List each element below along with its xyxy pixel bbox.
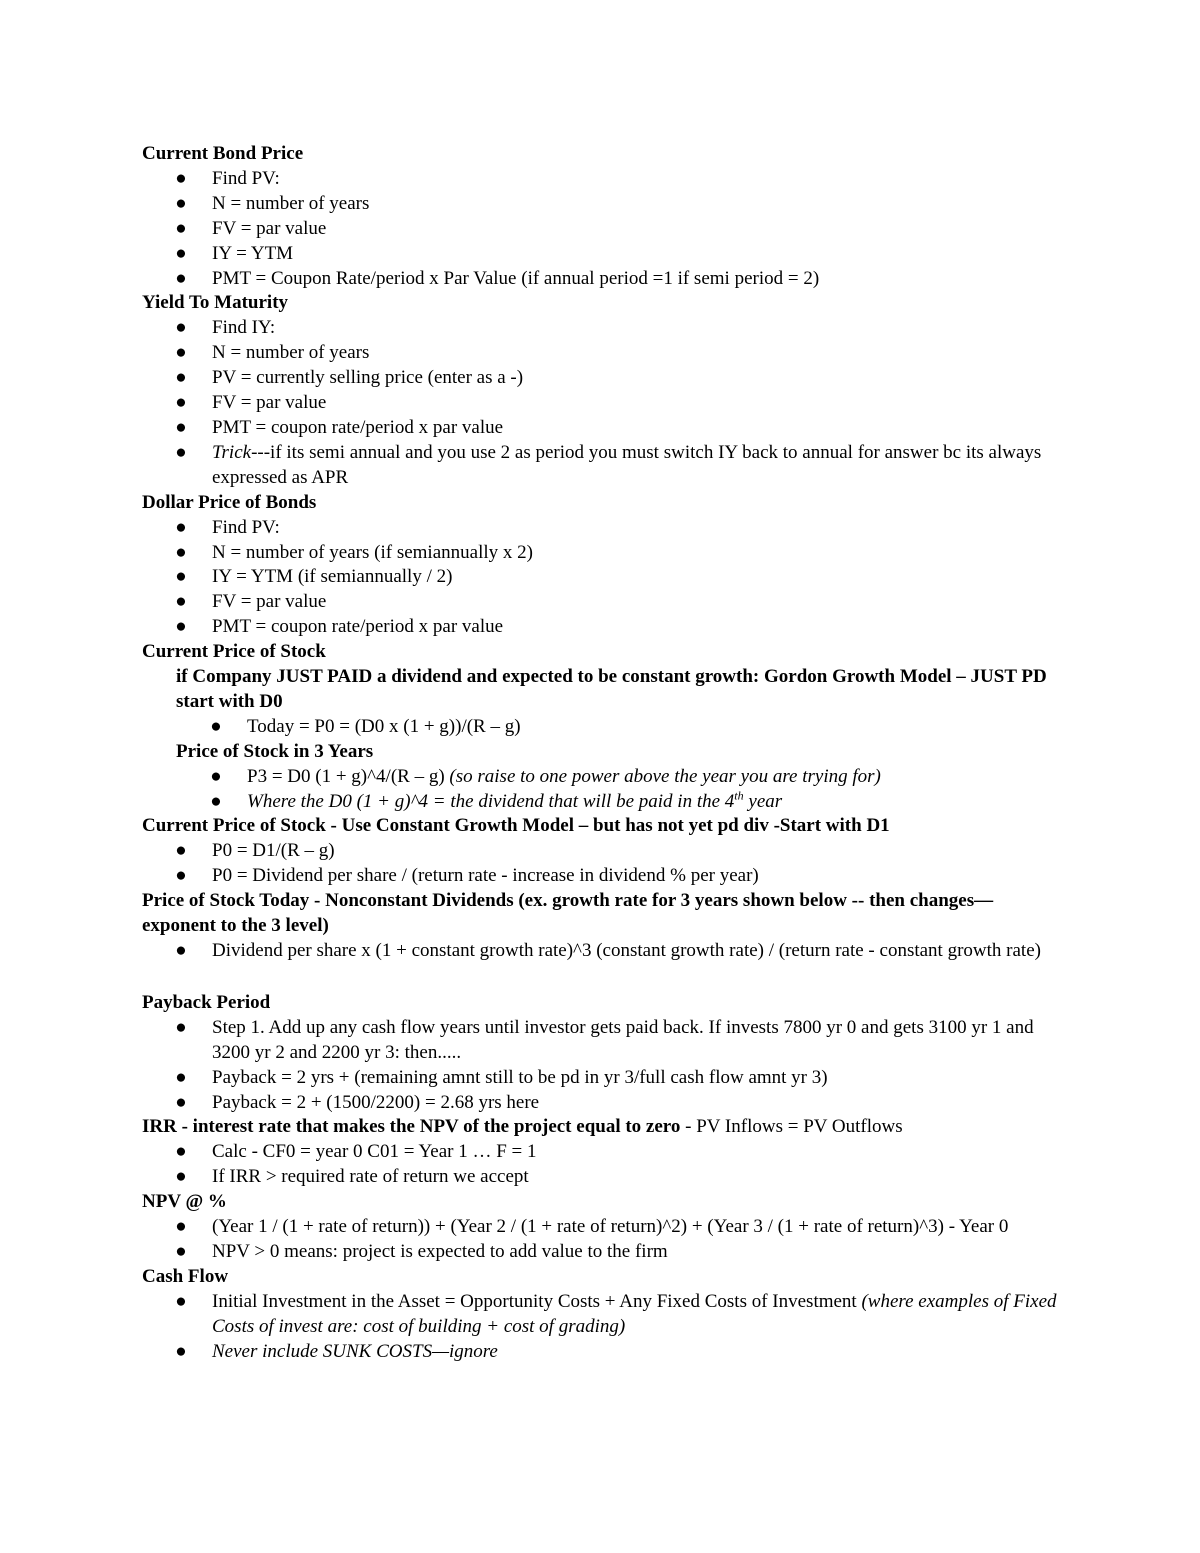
section-heading-irr: IRR - interest rate that makes the NPV of the project equal to zero - PV Inflows = PV Outflows — [142, 1116, 903, 1138]
section-heading-ytm: Yield To Maturity — [142, 292, 289, 314]
dollar-price-list — [142, 516, 1062, 641]
bullet-icon: ● — [175, 192, 187, 214]
list-item: ● FV = par value — [142, 590, 1062, 615]
list-item: ● FV = par value — [142, 391, 1062, 416]
bullet-icon: ● — [175, 1016, 187, 1038]
blank-line — [142, 964, 1062, 991]
bullet-icon: ● — [175, 616, 187, 638]
bullet-icon: ● — [175, 342, 187, 364]
bullet-icon: ● — [175, 1066, 187, 1088]
bullet-icon: ● — [175, 516, 187, 538]
nonconstant-list — [142, 939, 1062, 964]
bullet-icon: ● — [175, 865, 187, 887]
bullet-icon: ● — [175, 367, 187, 389]
list-item: ● Payback = 2 + (1500/2200) = 2.68 yrs here — [142, 1091, 1062, 1116]
list-item: ● PMT = coupon rate/period x par value — [142, 416, 1062, 441]
trick-label: Trick — [212, 441, 252, 463]
list-item: ● IY = YTM — [142, 242, 1062, 267]
list-item: ● Never include SUNK COSTS—ignore — [142, 1340, 1062, 1365]
bullet-icon: ● — [175, 1290, 187, 1312]
list-item: ● Calc - CF0 = year 0 C01 = Year 1 … F = 1 — [142, 1140, 1062, 1165]
list-item: ● P0 = Dividend per share / (return rate - increase in dividend % per year) — [142, 864, 1062, 889]
price-3-years-list — [142, 765, 1062, 815]
bullet-icon: ● — [175, 1141, 187, 1163]
payback-list — [142, 1016, 1062, 1116]
section-heading-dollar-price: Dollar Price of Bonds — [142, 491, 317, 513]
bullet-icon: ● — [175, 267, 187, 289]
list-item-trick: ● Trick---if its semi annual and you use 2 as period you must switch IY back to annual for answer bc its always expressed as APR — [175, 441, 1042, 488]
section-heading-payback: Payback Period — [142, 991, 271, 1013]
list-item: ● P0 = D1/(R – g) — [142, 839, 1062, 864]
bullet-icon: ● — [175, 940, 187, 961]
list-item: ● Find IY: — [142, 316, 1062, 341]
bullet-icon: ● — [210, 715, 222, 737]
constant-growth-list — [142, 839, 1062, 889]
list-item: ● N = number of years — [142, 192, 1062, 217]
bullet-icon: ● — [175, 566, 187, 588]
bullet-icon: ● — [175, 591, 187, 613]
list-item: ● PV = currently selling price (enter as a -) — [142, 366, 1062, 391]
bullet-icon: ● — [175, 416, 187, 438]
bullet-icon: ● — [175, 217, 187, 239]
list-item: ● Where the D0 (1 + g)^4 = the dividend that will be paid in the 4th year — [142, 790, 1062, 815]
list-item: ● Initial Investment in the Asset = Opportunity Costs + Any Fixed Costs of Investment (where examples of Fixed Costs of invest are: cost of building + cost of grading) — [175, 1290, 1057, 1337]
list-item: ● N = number of years — [142, 341, 1062, 366]
list-item: ● NPV > 0 means: project is expected to add value to the firm — [142, 1240, 1062, 1265]
bullet-icon: ● — [175, 1166, 187, 1188]
bullet-icon: ● — [175, 317, 187, 339]
bullet-icon: ● — [210, 790, 222, 812]
gordon-growth-list — [142, 715, 1062, 740]
list-item: ● IY = YTM (if semiannually / 2) — [142, 565, 1062, 590]
sub-heading-price-3-years: Price of Stock in 3 Years — [176, 740, 374, 762]
list-item: ● Payback = 2 yrs + (remaining amnt still to be pd in yr 3/full cash flow amnt yr 3) — [142, 1066, 1062, 1091]
list-item: ● N = number of years (if semiannually x 2) — [142, 541, 1062, 566]
list-item: ● Step 1. Add up any cash flow years until investor gets paid back. If invests 7800 yr 0 and gets 3100 yr 1 and 3200 yr 2 and 2200 yr 3: then..... — [175, 1016, 1034, 1063]
sub-heading-gordon-growth: if Company JUST PAID a dividend and expected to be constant growth: Gordon Growth Model – JUST PD start with D0 — [176, 666, 1047, 712]
bullet-icon: ● — [175, 242, 187, 264]
list-item: ● If IRR > required rate of return we accept — [142, 1165, 1062, 1190]
list-item: ● (Year 1 / (1 + rate of return)) + (Year 2 / (1 + rate of return)^2) + (Year 3 / (1 + rate of return)^3) - Year 0 — [142, 1215, 1062, 1240]
list-item: ● FV = par value — [142, 217, 1062, 242]
irr-list — [142, 1140, 1062, 1190]
bullet-icon: ● — [175, 1216, 187, 1238]
bullet-icon: ● — [175, 392, 187, 414]
bullet-icon: ● — [210, 765, 222, 787]
ytm-list — [142, 316, 1062, 490]
npv-list — [142, 1215, 1062, 1265]
cash-flow-list — [142, 1290, 1062, 1365]
list-item: ● P3 = D0 (1 + g)^4/(R – g) (so raise to one power above the year you are trying for) — [142, 765, 1062, 790]
list-item: ● Find PV: — [142, 167, 1062, 192]
document-page — [142, 142, 1062, 1365]
section-heading-bond-price: Current Bond Price — [142, 143, 304, 164]
list-item: ● PMT = Coupon Rate/period x Par Value (if annual period =1 if semi period = 2) — [142, 267, 1062, 292]
section-heading-constant-growth: Current Price of Stock - Use Constant Growth Model – but has not yet pd div -Start with D1 — [142, 815, 890, 837]
bullet-icon: ● — [175, 441, 187, 463]
bullet-icon: ● — [175, 167, 187, 189]
bullet-icon: ● — [175, 1240, 187, 1262]
list-item: ● Find PV: — [142, 516, 1062, 541]
bond-price-list — [142, 167, 1062, 292]
list-item: ● Dividend per share x (1 + constant growth rate)^3 (constant growth rate) / (return rate - constant growth rate) — [142, 939, 1062, 964]
section-heading-stock-price: Current Price of Stock — [142, 641, 326, 663]
section-heading-npv: NPV @ % — [142, 1191, 227, 1213]
bullet-icon: ● — [175, 840, 187, 862]
bullet-icon: ● — [175, 1340, 187, 1362]
section-heading-nonconstant: Price of Stock Today - Nonconstant Dividends (ex. growth rate for 3 years shown below -- then changes—exponent to the 3 level) — [142, 890, 994, 937]
bullet-icon: ● — [175, 1091, 187, 1113]
list-item: ● Today = P0 = (D0 x (1 + g))/(R – g) — [142, 715, 1062, 740]
bullet-icon: ● — [175, 541, 187, 563]
section-heading-cash-flow: Cash Flow — [142, 1265, 229, 1287]
list-item: ● PMT = coupon rate/period x par value — [142, 615, 1062, 640]
